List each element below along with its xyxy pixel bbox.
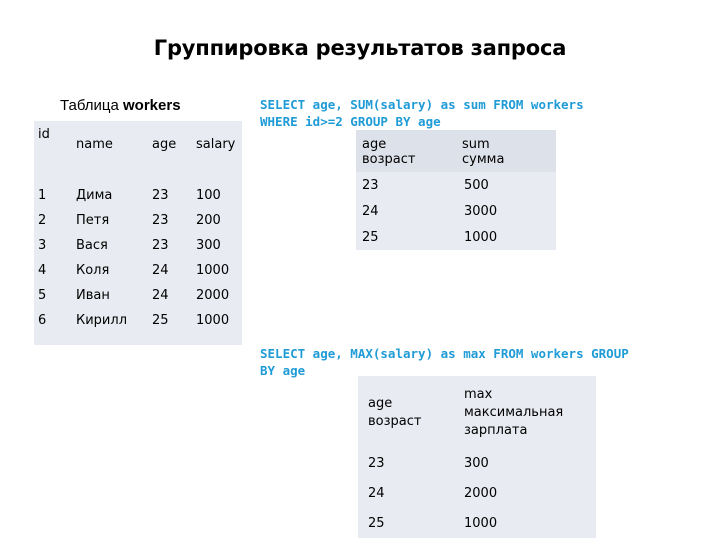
table-cell: 23 — [362, 177, 379, 193]
table-cell: 500 — [464, 177, 489, 193]
table-cell: 24 — [152, 263, 169, 278]
max-result-table — [358, 376, 596, 538]
caption-prefix: Таблица — [60, 97, 119, 114]
table-cell: 2000 — [464, 485, 498, 501]
table-cell: 1000 — [196, 263, 230, 278]
table-row — [34, 283, 242, 308]
table-cell: 3000 — [464, 203, 498, 219]
table-cell: 23 — [152, 188, 169, 203]
table-cell: 24 — [362, 203, 379, 219]
table-row — [358, 448, 596, 478]
table-cell: 23 — [152, 238, 169, 253]
table-cell: Коля — [76, 263, 110, 278]
sql-line: SELECT age, MAX(salary) as max FROM workers GROUP — [260, 346, 629, 361]
table-header-row — [356, 130, 556, 172]
table-row — [358, 478, 596, 508]
table-row — [34, 208, 242, 233]
caption-table-name: workers — [123, 97, 181, 114]
table-row — [34, 308, 242, 333]
table-cell: 300 — [464, 455, 489, 471]
table-header-row — [34, 121, 242, 183]
table-cell: 4 — [38, 263, 47, 278]
table-header-row — [358, 376, 596, 448]
table-cell: 2 — [38, 213, 47, 228]
table-cell: 24 — [368, 485, 385, 501]
header-cell: salary — [196, 137, 236, 152]
table-row — [34, 183, 242, 208]
table-cell: 24 — [152, 288, 169, 303]
header-cell: age возраст — [368, 396, 422, 429]
table-cell: 6 — [38, 313, 47, 328]
table-cell: Вася — [76, 238, 108, 253]
table-cell: 25 — [152, 313, 169, 328]
table-cell: 23 — [152, 213, 169, 228]
max-query — [260, 345, 715, 379]
sum-query — [260, 96, 680, 130]
table-cell: 100 — [196, 188, 221, 203]
table-cell: 1000 — [464, 229, 498, 245]
table-row — [34, 258, 242, 283]
sql-line: WHERE id>=2 GROUP BY age — [260, 114, 441, 129]
table-cell: 200 — [196, 213, 221, 228]
table-row — [356, 198, 556, 224]
page-title: Группировка результатов запроса — [153, 36, 567, 60]
sql-line: SELECT age, SUM(salary) as sum FROM workers — [260, 97, 584, 112]
workers-table-caption — [60, 97, 181, 114]
table-cell: 300 — [196, 238, 221, 253]
table-row — [356, 172, 556, 198]
table-cell: 25 — [368, 515, 385, 531]
sql-line: BY age — [260, 363, 306, 378]
table-row — [356, 224, 556, 250]
table-cell: 23 — [368, 455, 385, 471]
workers-table — [34, 121, 242, 345]
table-cell: 1000 — [196, 313, 230, 328]
table-cell: 5 — [38, 288, 47, 303]
table-cell: Петя — [76, 213, 110, 228]
sum-result-table — [356, 130, 556, 250]
table-cell: 2000 — [196, 288, 230, 303]
header-cell: age — [152, 137, 177, 152]
header-cell: id — [38, 127, 50, 142]
table-cell: Кирилл — [76, 313, 127, 328]
table-cell: Дима — [76, 188, 113, 203]
table-row — [358, 508, 596, 538]
table-cell: Иван — [76, 288, 110, 303]
table-cell: 3 — [38, 238, 47, 253]
table-row — [34, 233, 242, 258]
header-cell: sum сумма — [462, 137, 505, 167]
table-cell: 1 — [38, 188, 47, 203]
table-cell: 25 — [362, 229, 379, 245]
header-cell: max максимальная зарплата — [464, 387, 564, 438]
header-cell: name — [76, 137, 113, 152]
table-cell: 1000 — [464, 515, 498, 531]
header-cell: age возраст — [362, 137, 416, 167]
